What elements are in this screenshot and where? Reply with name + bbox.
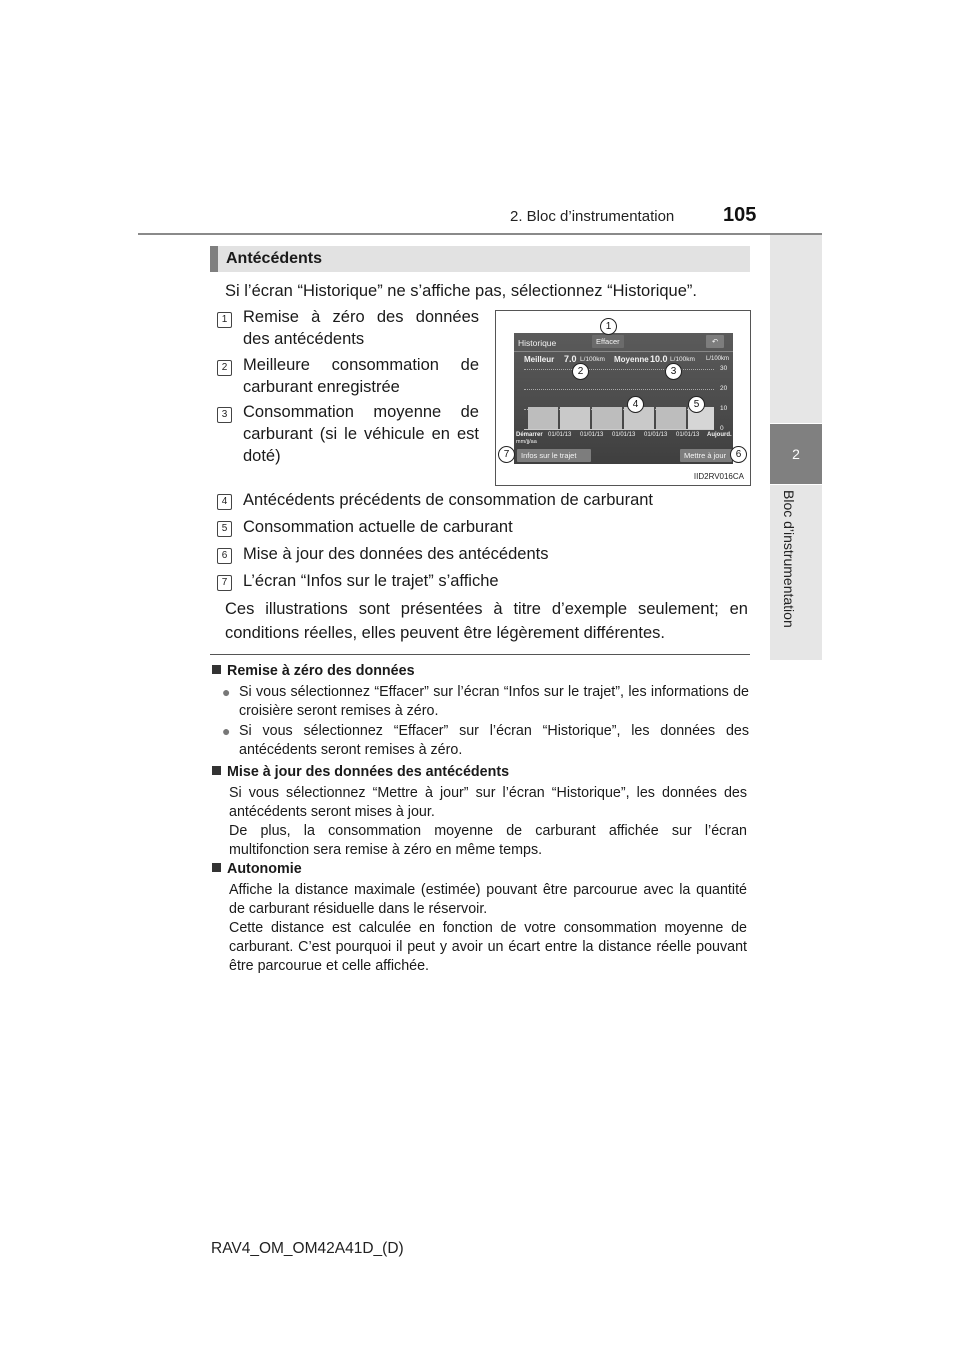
note-reset-bullet-2: Si vous sélectionnez “Effacer” sur l’écran “Historique”, les données des antécédents seront remises à zéro. <box>239 723 749 758</box>
side-tab-label: Bloc d’instrumentation <box>781 490 797 628</box>
item-number-7: 7 <box>217 575 232 591</box>
note-update-para-1: Si vous sélectionnez “Mettre à jour” sur l’écran “Historique”, les données des antécédents seront mises à jour. <box>229 785 747 820</box>
callout-2: 2 <box>572 363 589 380</box>
item-text-7: L’écran “Infos sur le trajet” s’affiche <box>243 572 499 590</box>
item-number-4: 4 <box>217 494 232 510</box>
screen-update-button: Mettre à jour <box>680 449 732 462</box>
note-title-reset: Remise à zéro des données <box>212 662 415 681</box>
item-text-1: Remise à zéro des données des antécédents <box>243 308 479 348</box>
header-rule <box>138 233 822 235</box>
section-intro: Si l’écran “Historique” ne s’affiche pas, sélectionnez “Historique”. <box>225 282 697 300</box>
screen-best-value: 7.0 <box>564 354 577 364</box>
screen-bar <box>592 407 622 429</box>
note-title-update: Mise à jour des données des antécédents <box>212 763 509 782</box>
bullet-dot-icon: ● <box>222 684 231 700</box>
screen-bar <box>656 407 686 429</box>
callout-4: 4 <box>627 396 644 413</box>
note-range-para-2: Cette distance est calculée en fonction de votre consommation moyenne de carburant. C’est pourquoi il peut y avoir un écart entre la distance réelle pouvant être parcourue et celle affichée. <box>229 920 747 974</box>
history-screen-figure <box>495 310 751 486</box>
screen-best-label: Meilleur <box>524 355 555 364</box>
document-code: RAV4_OM_OM42A41D_(D) <box>211 1240 404 1257</box>
square-bullet-icon <box>212 863 221 872</box>
callout-1: 1 <box>600 318 617 335</box>
note-reset-bullet-1: Si vous sélectionnez “Effacer” sur l’écran “Infos sur le trajet”, les informations de croisière seront remises à zéro. <box>239 684 749 719</box>
callout-7: 7 <box>498 446 515 463</box>
screen-best-unit: L/100km <box>580 356 605 363</box>
item-number-1: 1 <box>217 312 232 328</box>
callout-6: 6 <box>730 446 747 463</box>
screen-y-tick-20: 20 <box>720 385 728 392</box>
item-number-6: 6 <box>217 548 232 564</box>
side-tab-number: 2 <box>770 424 822 484</box>
screen-date-1: 01/01/13 <box>548 432 572 438</box>
screen-start-label: Démarrer <box>516 432 543 438</box>
note-update-para-2: De plus, la consommation moyenne de carburant affichée sur l’écran multifonction sera remise à zéro en même temps. <box>229 823 747 858</box>
screen-bar <box>560 407 590 429</box>
item-text-5: Consommation actuelle de carburant <box>243 518 513 536</box>
callout-5: 5 <box>688 396 705 413</box>
screen-y-tick-10: 10 <box>720 405 728 412</box>
square-bullet-icon <box>212 665 221 674</box>
item-text-6: Mise à jour des données des antécédents <box>243 545 549 563</box>
item-number-5: 5 <box>217 521 232 537</box>
figure-code: IID2RV016CA <box>693 472 744 481</box>
screen-back-icon: ↶ <box>706 335 724 348</box>
note-range-para-1: Affiche la distance maximale (estimée) pouvant être parcourue avec la quantité de carburant résiduelle dans le réservoir. <box>229 882 747 917</box>
item-text-2: Meilleure consommation de carburant enregistrée <box>243 356 479 396</box>
item-number-2: 2 <box>217 360 232 376</box>
screen-y-tick-0: 0 <box>720 425 724 432</box>
section-separator <box>210 654 750 655</box>
illustration-note: Ces illustrations sont présentées à titre d’exemple seulement; en conditions réelles, elles peuvent être légèrement différentes. <box>225 600 748 642</box>
screen-bar <box>528 407 558 429</box>
screen-title: Historique <box>518 338 557 348</box>
screen-axis-unit: L/100km <box>706 356 730 362</box>
square-bullet-icon <box>212 766 221 775</box>
page-number: 105 <box>723 204 757 226</box>
item-text-4: Antécédents précédents de consommation de carburant <box>243 491 654 509</box>
note-title-range: Autonomie <box>212 860 302 879</box>
screen-clear-button: Effacer <box>592 335 624 348</box>
screen-date-3: 01/01/13 <box>612 432 636 438</box>
bullet-dot-icon: ● <box>222 723 231 739</box>
running-header-section: 2. Bloc d’instrumentation <box>510 208 675 225</box>
screen-date-4: 01/01/13 <box>644 432 668 438</box>
item-text-3: Consommation moyenne de carburant (si le véhicule en est doté) <box>243 403 479 465</box>
screen-avg-label: Moyenne <box>614 355 649 364</box>
callout-3: 3 <box>665 363 682 380</box>
screen-trip-info-button: Infos sur le trajet <box>517 449 591 462</box>
screen-date-2: 01/01/13 <box>580 432 604 438</box>
section-heading: Antécédents <box>210 246 750 272</box>
screen-y-tick-30: 30 <box>720 365 728 372</box>
screen-avg-unit: L/100km <box>670 356 695 363</box>
screen-date-format: mm/jj/aa <box>516 439 537 445</box>
side-tab-top <box>770 235 822 423</box>
item-number-3: 3 <box>217 407 232 423</box>
screen-date-5: 01/01/13 <box>676 432 700 438</box>
screen-today-label: Aujourd. <box>707 432 732 438</box>
screen-avg-value: 10.0 <box>650 354 668 364</box>
